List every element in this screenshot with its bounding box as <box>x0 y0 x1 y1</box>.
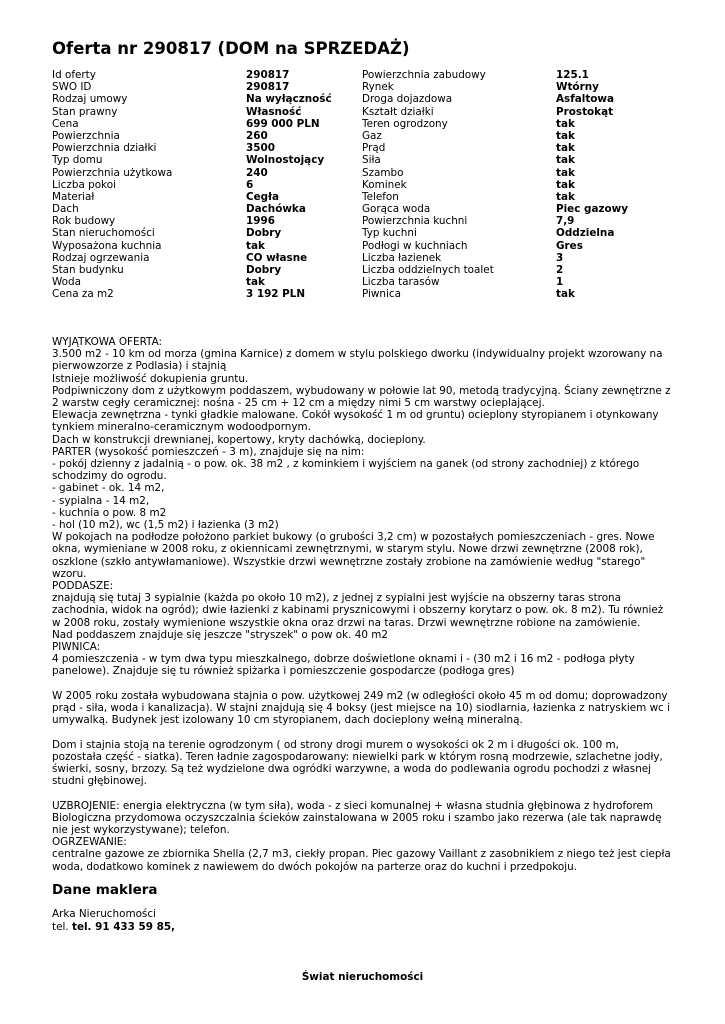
attribute-row <box>52 118 692 130</box>
attr-value: 3 192 PLN <box>246 288 306 301</box>
attr-label: Liczba tarasów <box>362 276 440 289</box>
attr-label: Siła <box>362 154 381 167</box>
footer-brand: Świat nieruchomości <box>301 971 424 983</box>
attribute-row <box>52 130 692 142</box>
attribute-row <box>52 81 692 93</box>
attr-label: Piwnica <box>362 288 401 301</box>
attr-value: Asfaltowa <box>556 93 615 106</box>
attr-label: Podłogi w kuchniach <box>362 239 468 252</box>
description-paragraph: Istnieje możliwość dokupienia gruntu. <box>52 372 249 385</box>
offer-title: Oferta nr 290817 (DOM na SPRZEDAŻ) <box>52 39 410 58</box>
attr-value: tak <box>556 129 575 142</box>
description-paragraph: 3.500 m2 - 10 km od morza (gmina Karnice) z domem w stylu polskiego dworku (indywidualny projekt wzorowany na pierwowzorze z Podlasia) i stajnią <box>52 348 663 373</box>
agent-heading: Dane maklera <box>52 882 158 898</box>
attr-label: Powierzchnia kuchni <box>362 215 468 228</box>
attr-label: Stan budynku <box>52 264 124 276</box>
attr-value: 6 <box>246 178 254 191</box>
attr-value: Gres <box>556 239 583 252</box>
attr-label: Rynek <box>362 81 394 94</box>
attr-label: Stan prawny <box>52 105 118 118</box>
attribute-row <box>52 264 692 276</box>
attr-label: Powierzchnia <box>52 129 120 142</box>
attr-label: Dach <box>52 203 79 216</box>
attr-label: Materiał <box>52 190 95 203</box>
attr-label: Liczba łazienek <box>362 251 442 264</box>
attr-label: Cena za m2 <box>52 288 114 301</box>
attr-label: Szambo <box>362 166 404 179</box>
attr-value: 1996 <box>246 215 275 228</box>
attr-label: Wyposażona kuchnia <box>52 239 162 252</box>
phone-prefix: tel. <box>52 920 69 933</box>
attr-value: 290817 <box>246 81 290 94</box>
attr-value: tak <box>556 178 575 191</box>
description-paragraph: znajdują się tutaj 3 sypialnie (każda po około 10 m2), z jednej z sypialni jest wyjście na obszerny taras strona zachodnia, widok na ogród); dwie łazienki z kabinami prysznicowymi i obszerny korytarz o pow. ok. 8 m2). Tu również w 2008 roku, zostały wymienione wszystkie okna oraz drzwi na taras. Drzwi wewnętrzne robione na zamówienie. <box>52 592 664 629</box>
attr-label: Kształt działki <box>362 105 434 118</box>
attr-value: 125.1 <box>556 69 589 81</box>
attribute-row <box>52 240 692 252</box>
attr-label: SWO ID <box>52 81 92 94</box>
description-paragraph: centralne gazowe ze zbiornika Shella (2,7 m3, ciekły propan. Piec gazowy Vaillant z zasobnikiem z niego też jest ciepła woda, dodatkowo kominek z nawiewem do dwóch pokojów na parterze oraz do kuchni i przedpokoju. <box>52 848 671 873</box>
attr-label: Droga dojazdowa <box>362 93 453 106</box>
attr-value: Własność <box>246 105 302 118</box>
attr-label: Liczba oddzielnych toalet <box>362 264 494 276</box>
attribute-row <box>52 106 692 118</box>
attr-value: Prostokąt <box>556 105 614 118</box>
agent-phone: tel. 91 433 59 85, <box>71 920 175 933</box>
attribute-row <box>52 142 692 154</box>
attr-value: tak <box>556 117 575 130</box>
attr-label: Cena <box>52 117 79 130</box>
attribute-row <box>52 227 692 239</box>
attr-value: Wtórny <box>556 81 599 94</box>
attr-label: Gaz <box>362 129 382 142</box>
attribute-row <box>52 179 692 191</box>
attr-label: Liczba pokoi <box>52 178 116 191</box>
attr-label: Rodzaj ogrzewania <box>52 251 150 264</box>
attr-label: Gorąca woda <box>362 203 431 216</box>
attr-value: Na wyłączność <box>246 93 332 106</box>
attr-label: Stan nieruchomości <box>52 227 155 240</box>
attr-label: Typ kuchni <box>362 227 417 240</box>
agent-name: Arka Nieruchomości <box>52 908 156 920</box>
attribute-row <box>52 215 692 227</box>
attr-label: Powierzchnia zabudowy <box>362 69 486 81</box>
attribute-row <box>52 252 692 264</box>
attribute-row <box>52 69 692 81</box>
attr-label: Typ domu <box>52 154 103 167</box>
description-paragraph: PARTER (wysokość pomieszczeń - 3 m), znajduje się na nim: <box>52 445 365 458</box>
description-paragraph: Nad poddaszem znajduje się jeszcze "stryszek" o pow ok. 40 m2 <box>52 628 388 641</box>
attr-value: tak <box>246 276 265 289</box>
description-paragraph: W pokojach na podłodze położono parkiet bukowy (o grubości 3,2 cm) w pozostałych pomieszczeniach - gres. Nowe okna, wymieniane w 2008 roku, z okiennicami zewnętrznymi, w starym stylu. Nowe drzwi zewnętrzne (2008 rok), oszklone (szkło antywłamaniowe). Wszystkie drzwi wewnętrzne zostały zrobione na zamówienie według "starego" wzoru. <box>52 531 655 580</box>
attribute-row <box>52 276 692 288</box>
attr-value: Wolnostojący <box>246 154 325 167</box>
attr-label: Prąd <box>362 142 386 155</box>
paragraph-spacer <box>52 787 672 799</box>
description-paragraph: PODDASZE: <box>52 580 114 593</box>
agent-details <box>52 908 175 933</box>
attr-value: Dachówka <box>246 203 306 216</box>
description-paragraph: - hol (10 m2), wc (1,5 m2) i łazienka (3 m2) <box>52 519 279 532</box>
attr-value: tak <box>556 142 575 155</box>
description-paragraph: - sypialna - 14 m2, <box>52 494 150 507</box>
attr-value: tak <box>556 154 575 167</box>
attr-value: Dobry <box>246 227 282 240</box>
attr-value: Piec gazowy <box>556 203 629 216</box>
attr-value: Dobry <box>246 264 282 276</box>
attr-value: 290817 <box>246 69 290 81</box>
description-paragraph: - kuchnia o pow. 8 m2 <box>52 506 167 519</box>
attr-label: Powierzchnia użytkowa <box>52 166 173 179</box>
description-paragraph: OGRZEWANIE: <box>52 836 127 849</box>
attr-label: Rok budowy <box>52 215 116 228</box>
description-paragraph: UZBROJENIE: energia elektryczna (w tym siła), woda - z sieci komunalnej + własna studnia głębinowa z hydroforem Biologiczna przydomowa oczyszczalnia ścieków zainstalowana w 2005 roku i szambo jako rezerwa (ale tak naprawdę nie jest wykorzystywane); telefon. <box>52 799 662 837</box>
attr-label: Kominek <box>362 178 407 191</box>
attr-value: 2 <box>556 264 564 276</box>
attr-value: tak <box>556 190 575 203</box>
description-paragraph: W 2005 roku została wybudowana stajnia o pow. użytkowej 249 m2 (w odległości około 45 m od domu; doprowadzony prąd - siła, woda i kanalizacja). W stajni znajdują się 4 boksy (jest miejsce na 10) siodlarnia, łazienka z natryskiem wc i umywalką. Budynek jest izolowany 10 cm styropianem, dach docieplony wełną mineralną. <box>52 689 670 727</box>
attributes-table <box>52 69 692 301</box>
attribute-row <box>52 203 692 215</box>
description-paragraph: Podpiwniczony dom z użytkowym poddaszem, wybudowany w połowie lat 90, metodą tradycyjną. Ściany zewnętrzne z 2 warstw cegły ceramicznej: nośna - 25 cm + 12 cm a między nimi 5 cm warstwy ocieplającej. <box>52 384 671 410</box>
attr-value: Cegła <box>246 190 279 203</box>
description-paragraph: Dach w konstrukcji drewnianej, kopertowy, kryty dachówką, docieplony. <box>52 433 426 446</box>
description-paragraph: WYJĄTKOWA OFERTA: <box>52 336 163 348</box>
attr-value: 1 <box>556 276 564 289</box>
paragraph-spacer <box>52 678 672 690</box>
attribute-row <box>52 154 692 166</box>
attr-label: Powierzchnia działki <box>52 142 157 155</box>
attribute-row <box>52 93 692 105</box>
offer-description <box>52 336 672 873</box>
description-paragraph: Elewacja zewnętrzna - tynki gładkie malowane. Cokół wysokość 1 m od gruntu) ocieplony styropianem i otynkowany tynkiem mineralno-ceramicznym wodoodpornym. <box>52 409 659 434</box>
attr-label: Id oferty <box>52 69 96 81</box>
attr-value: Oddzielna <box>556 227 615 240</box>
attr-label: Rodzaj umowy <box>52 93 128 106</box>
attribute-row <box>52 288 692 300</box>
attribute-row <box>52 167 692 179</box>
attr-value: tak <box>556 166 575 179</box>
attr-label: Telefon <box>362 190 399 203</box>
description-paragraph: - gabinet - ok. 14 m2, <box>52 482 165 495</box>
attr-value: 240 <box>246 166 268 179</box>
paragraph-spacer <box>52 726 672 738</box>
attr-value: 699 000 PLN <box>246 117 320 130</box>
attr-value: 3500 <box>246 142 275 155</box>
attr-label: Woda <box>52 276 81 289</box>
attr-value: 3 <box>556 251 564 264</box>
agent-phone-line <box>52 921 175 934</box>
attr-value: CO własne <box>246 251 308 264</box>
description-paragraph: - pokój dzienny z jadalnią - o pow. ok. 38 m2 , z kominkiem i wyjściem na ganek (od strony zachodniej) z którego schodzimy do ogrodu. <box>52 458 640 483</box>
attribute-row <box>52 191 692 203</box>
attr-value: tak <box>556 288 575 301</box>
attr-value: 260 <box>246 129 268 142</box>
description-paragraph: PIWNICA: <box>52 641 101 654</box>
description-paragraph: 4 pomieszczenia - w tym dwa typu mieszkalnego, dobrze doświetlone oknami i - (30 m2 i 16 m2 - podłoga płyty panelowe). Znajduje się tu również spiżarka i pomieszczenie gospodarcze (podłoga gres) <box>52 653 635 678</box>
attr-value: 7,9 <box>556 215 575 228</box>
description-paragraph: Dom i stajnia stoją na terenie ogrodzonym ( od strony drogi murem o wysokości ok 2 m i długości ok. 100 m, pozostała część - siatka). Teren ładnie zagospodarowany: niewielki park w którym rosną modrzewie, szlachetne jodły, świerki, sosny, brzozy. Są też wydzielone dwa ogródki warzywne, a woda do podlewania ogrodu pochodzi z własnej studni głębinowej. <box>52 738 663 788</box>
attr-value: tak <box>246 239 265 252</box>
attr-label: Teren ogrodzony <box>362 117 448 130</box>
